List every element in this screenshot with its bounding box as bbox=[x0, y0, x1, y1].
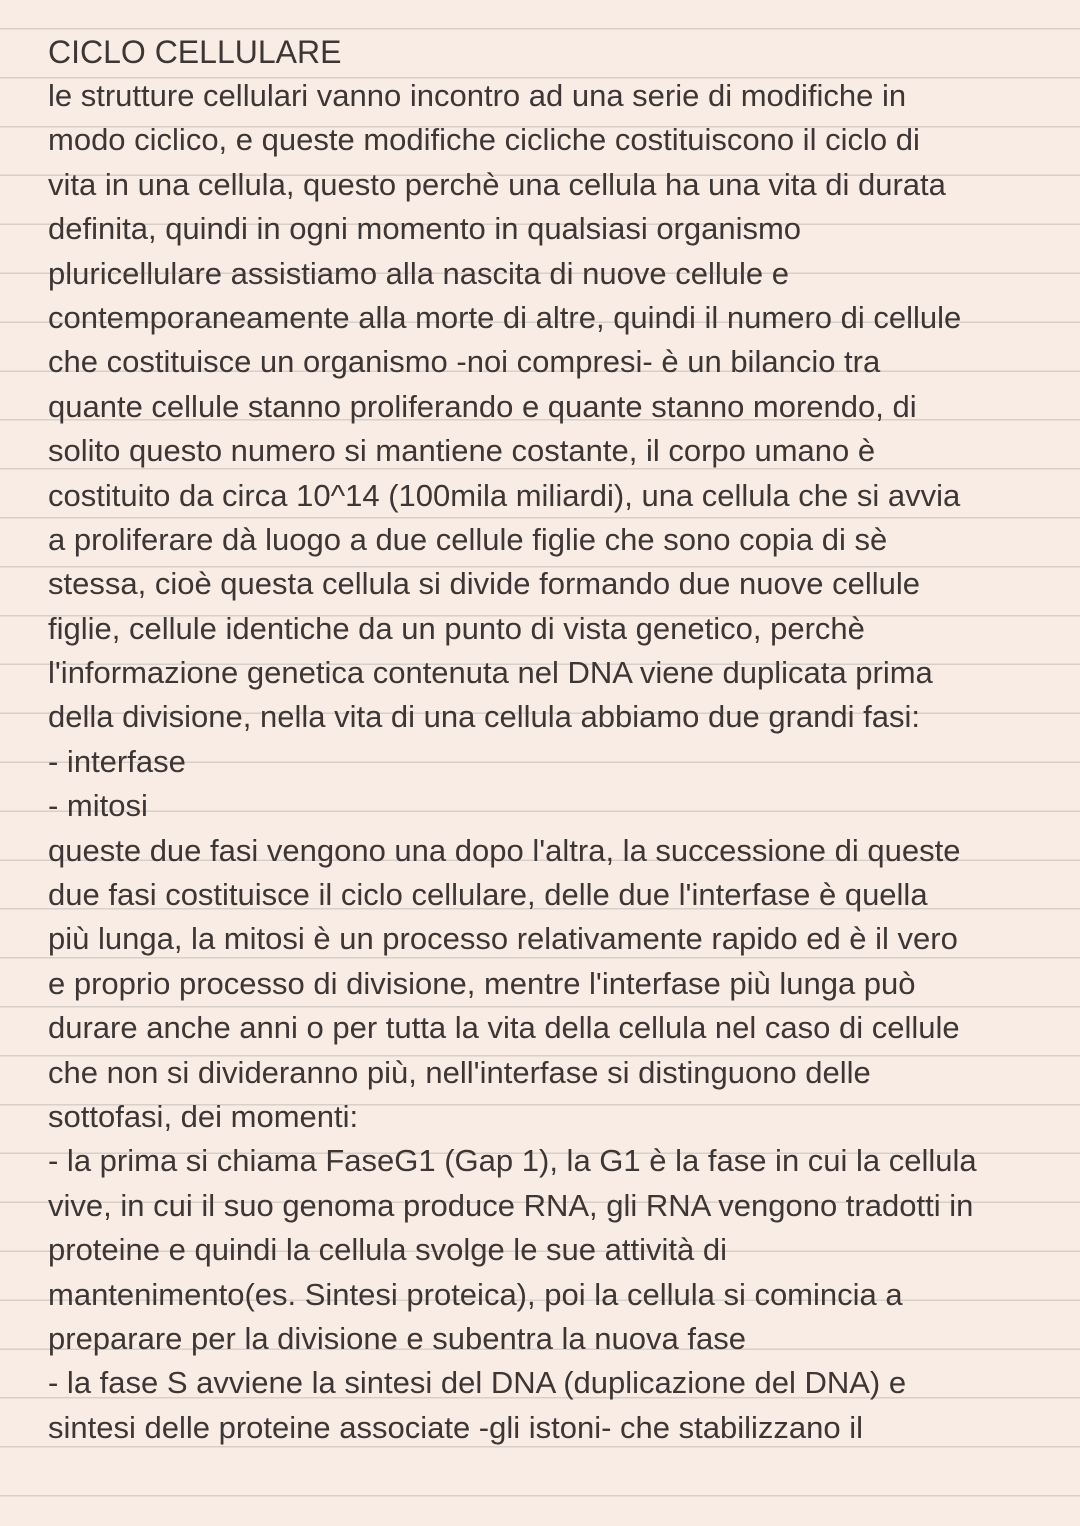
note-line: quante cellule stanno proliferando e quante stanno morendo, di bbox=[48, 388, 917, 424]
note-line: solito questo numero si mantiene costante, il corpo umano è bbox=[48, 433, 876, 469]
note-line: proteine e quindi la cellula svolge le sue attività di bbox=[48, 1232, 727, 1268]
note-line: - interfase bbox=[48, 743, 186, 779]
note-line: della divisione, nella vita di una cellula abbiamo due grandi fasi: bbox=[48, 699, 920, 735]
note-line: contemporaneamente alla morte di altre, quindi il numero di cellule bbox=[48, 299, 962, 335]
note-page bbox=[48, 30, 1058, 1450]
note-line: sintesi delle proteine associate -gli istoni- che stabilizzano il bbox=[48, 1409, 864, 1445]
note-line: sottofasi, dei momenti: bbox=[48, 1098, 359, 1134]
note-line: mantenimento(es. Sintesi proteica), poi la cellula si comincia a bbox=[48, 1276, 903, 1312]
note-line: e proprio processo di divisione, mentre l'interfase più lunga può bbox=[48, 965, 916, 1001]
note-line: pluricellulare assistiamo alla nascita di nuove cellule e bbox=[48, 255, 789, 291]
note-body bbox=[48, 74, 1058, 1450]
note-line: queste due fasi vengono una dopo l'altra, la successione di queste bbox=[48, 832, 961, 868]
note-line: costituito da circa 10^14 (100mila miliardi), una cellula che si avvia bbox=[48, 477, 961, 513]
note-line: due fasi costituisce il ciclo cellulare, delle due l'interfase è quella bbox=[48, 877, 928, 913]
note-line: le strutture cellulari vanno incontro ad una serie di modifiche in bbox=[48, 78, 907, 113]
note-line: l'informazione genetica contenuta nel DNA viene duplicata prima bbox=[48, 655, 933, 691]
note-line: a proliferare dà luogo a due cellule figlie che sono copia di sè bbox=[48, 521, 888, 557]
note-line: - la fase S avviene la sintesi del DNA (duplicazione del DNA) e bbox=[48, 1365, 907, 1401]
note-line: vive, in cui il suo genoma produce RNA, gli RNA vengono tradotti in bbox=[48, 1187, 974, 1223]
note-line: che costituisce un organismo -noi compresi- è un bilancio tra bbox=[48, 344, 881, 380]
note-line: vita in una cellula, questo perchè una cellula ha una vita di durata bbox=[48, 166, 946, 202]
note-line: stessa, cioè questa cellula si divide formando due nuove cellule bbox=[48, 566, 920, 602]
note-line: - mitosi bbox=[48, 788, 148, 824]
note-line: figlie, cellule identiche da un punto di vista genetico, perchè bbox=[48, 610, 865, 646]
note-line: durare anche anni o per tutta la vita della cellula nel caso di cellule bbox=[48, 1010, 960, 1046]
note-line: definita, quindi in ogni momento in qualsiasi organismo bbox=[48, 211, 802, 247]
note-line: - la prima si chiama FaseG1 (Gap 1), la G1 è la fase in cui la cellula bbox=[48, 1143, 977, 1179]
note-line: che non si divideranno più, nell'interfase si distinguono delle bbox=[48, 1054, 871, 1090]
note-line: più lunga, la mitosi è un processo relativamente rapido ed è il vero bbox=[48, 921, 958, 957]
note-line: preparare per la divisione e subentra la nuova fase bbox=[48, 1320, 746, 1356]
note-title: CICLO CELLULARE bbox=[48, 34, 342, 70]
note-line: modo ciclico, e queste modifiche cicliche costituiscono il ciclo di bbox=[48, 122, 920, 158]
